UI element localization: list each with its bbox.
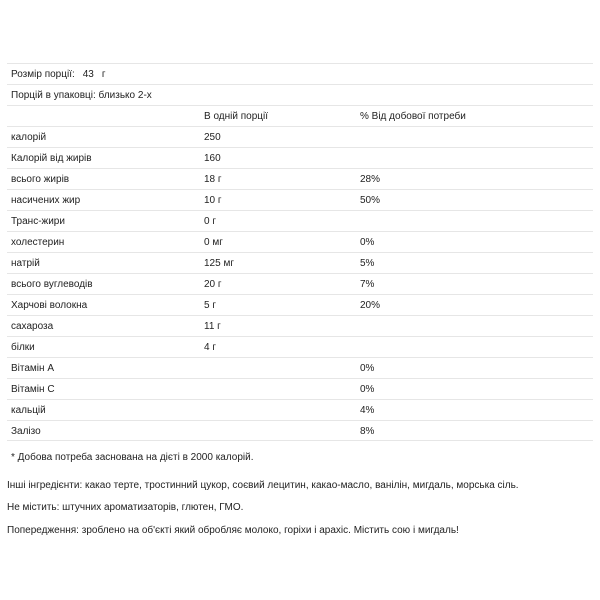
nutrient-daily-value: 50%	[360, 195, 381, 206]
table-row	[7, 273, 593, 294]
nutrient-amount: 4 г	[204, 342, 216, 353]
nutrient-amount: 0 мг	[204, 237, 223, 248]
nutrient-daily-value: 5%	[360, 258, 375, 269]
table-row	[7, 378, 593, 399]
nutrient-amount: 11 г	[204, 321, 221, 332]
table-row	[7, 210, 593, 231]
table-row	[7, 126, 593, 147]
table-row	[7, 147, 593, 168]
table-row	[7, 189, 593, 210]
nutrient-name: Харчові волокна	[11, 300, 88, 311]
table-row	[7, 315, 593, 336]
table-row	[7, 420, 593, 441]
nutrient-daily-value: 28%	[360, 174, 381, 185]
table-row	[7, 168, 593, 189]
nutrient-amount: 160	[204, 153, 221, 164]
servings-per-package: Порцій в упаковці: близько 2-х	[11, 90, 152, 101]
nutrient-amount: 10 г	[204, 195, 222, 206]
table-row	[7, 294, 593, 315]
nutrient-daily-value: 0%	[360, 363, 375, 374]
table-row	[7, 357, 593, 378]
nutrient-daily-value: 8%	[360, 426, 375, 437]
serving-size-value: 43	[82, 69, 94, 80]
nutrient-amount: 250	[204, 132, 221, 143]
nutrient-daily-value: 20%	[360, 300, 381, 311]
nutrient-name: Транс-жири	[11, 216, 65, 227]
nutrient-name: Вітамін C	[11, 384, 55, 395]
free-from-text: Не містить: штучних ароматизаторів, глютен, ГМО.	[7, 502, 244, 513]
nutrient-daily-value: 0%	[360, 384, 375, 395]
nutrient-name: натрій	[11, 258, 40, 269]
column-header-per-serving: В одній порції	[204, 111, 268, 122]
nutrient-name: калорій	[11, 132, 47, 143]
nutrient-rows	[7, 126, 593, 441]
nutrient-name: Залізо	[11, 426, 41, 437]
table-row	[7, 399, 593, 420]
serving-size	[11, 64, 114, 85]
nutrient-name: насичених жир	[11, 195, 81, 206]
serving-size-label: Розмір порції:	[11, 69, 75, 80]
table-row	[7, 252, 593, 273]
nutrient-name: Калорій від жирів	[11, 153, 92, 164]
serving-size-row	[7, 63, 593, 84]
footnote: * Добова потреба заснована на дієті в 2000 калорій.	[11, 452, 254, 463]
nutrient-amount: 20 г	[204, 279, 222, 290]
ingredients-text: Інші інгредієнти: какао терте, тростинний цукор, соєвий лецитин, какао-масло, ванілін, мигдаль, морська сіль.	[7, 480, 519, 491]
nutrient-name: кальцій	[11, 405, 46, 416]
nutrient-amount: 0 г	[204, 216, 216, 227]
nutrient-name: всього вуглеводів	[11, 279, 93, 290]
nutrient-name: сахароза	[11, 321, 54, 332]
nutrient-name: Вітамін A	[11, 363, 54, 374]
nutrition-table	[7, 63, 593, 441]
nutrient-daily-value: 4%	[360, 405, 375, 416]
serving-size-unit: г	[101, 69, 106, 80]
nutrient-amount: 125 мг	[204, 258, 234, 269]
nutrient-name: білки	[11, 342, 35, 353]
table-header-row	[7, 105, 593, 126]
column-header-daily-value: % Від добової потреби	[360, 111, 466, 122]
nutrient-name: холестерин	[11, 237, 65, 248]
servings-per-package-row	[7, 84, 593, 105]
warning-text: Попередження: зроблено на об'єкті який обробляє молоко, горіхи і арахіс. Містить сою і мигдаль!	[7, 525, 459, 536]
nutrient-amount: 18 г	[204, 174, 222, 185]
nutrient-daily-value: 0%	[360, 237, 375, 248]
nutrient-daily-value: 7%	[360, 279, 375, 290]
table-row	[7, 336, 593, 357]
table-row	[7, 231, 593, 252]
nutrient-name: всього жирів	[11, 174, 70, 185]
nutrient-amount: 5 г	[204, 300, 216, 311]
